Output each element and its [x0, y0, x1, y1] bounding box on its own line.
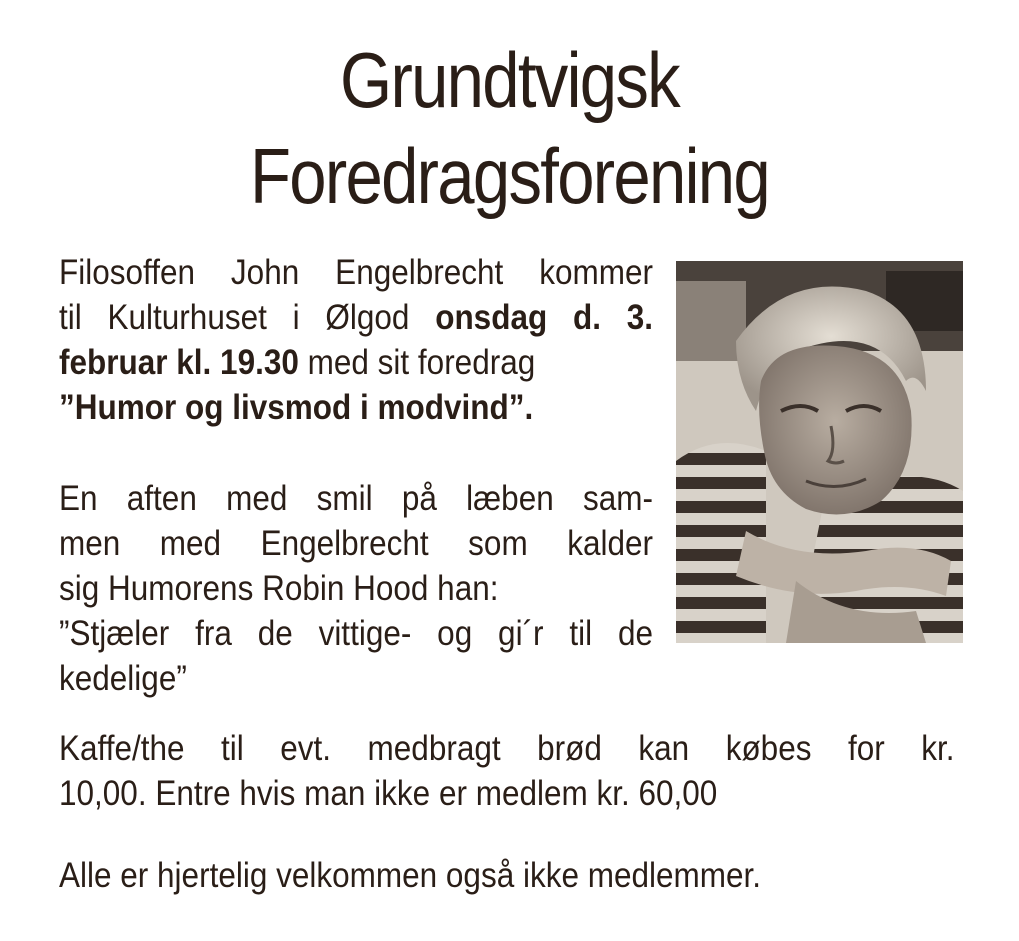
description-line-3: sig Humorens Robin Hood han:	[59, 569, 499, 608]
welcome-line: Alle er hjertelig velkommen også ikke medlemmer.	[59, 856, 762, 895]
price-line-1: Kaffe/the til evt. medbragt brød kan købes for kr.	[59, 729, 955, 768]
price-paragraph	[59, 726, 959, 816]
intro-venue-text: til Kulturhuset i Ølgod	[59, 298, 436, 337]
portrait-photo	[676, 261, 963, 643]
welcome-paragraph	[59, 853, 959, 898]
page-title-line-1: Grundtvigsk	[339, 36, 679, 124]
event-date-text: onsdag d. 3.	[435, 298, 653, 337]
description-line-1: En aften med smil på læben sam-	[59, 479, 653, 518]
description-line-4: ”Stjæler fra de vittige- og gi´r til de	[59, 614, 653, 653]
page-title-line-2: Foredragsforening	[250, 132, 769, 220]
description-line-5: kedelige”	[59, 659, 187, 698]
intro-line-1: Filosoffen John Engelbrecht kommer	[59, 253, 653, 292]
intro-paragraph	[59, 250, 653, 430]
intro-lecture-text: med sit foredrag	[298, 343, 536, 382]
intro-line-3	[59, 340, 653, 385]
event-time-text: februar kl. 19.30	[59, 343, 299, 382]
price-line-2: 10,00. Entre hvis man ikke er medlem kr. 60,00	[59, 774, 718, 813]
lecture-title: ”Humor og livsmod i modvind”.	[59, 388, 534, 427]
description-line-2: men med Engelbrecht som kalder	[59, 524, 653, 563]
intro-line-2	[59, 295, 653, 340]
portrait-photo-icon	[676, 261, 963, 643]
description-paragraph	[59, 476, 653, 701]
